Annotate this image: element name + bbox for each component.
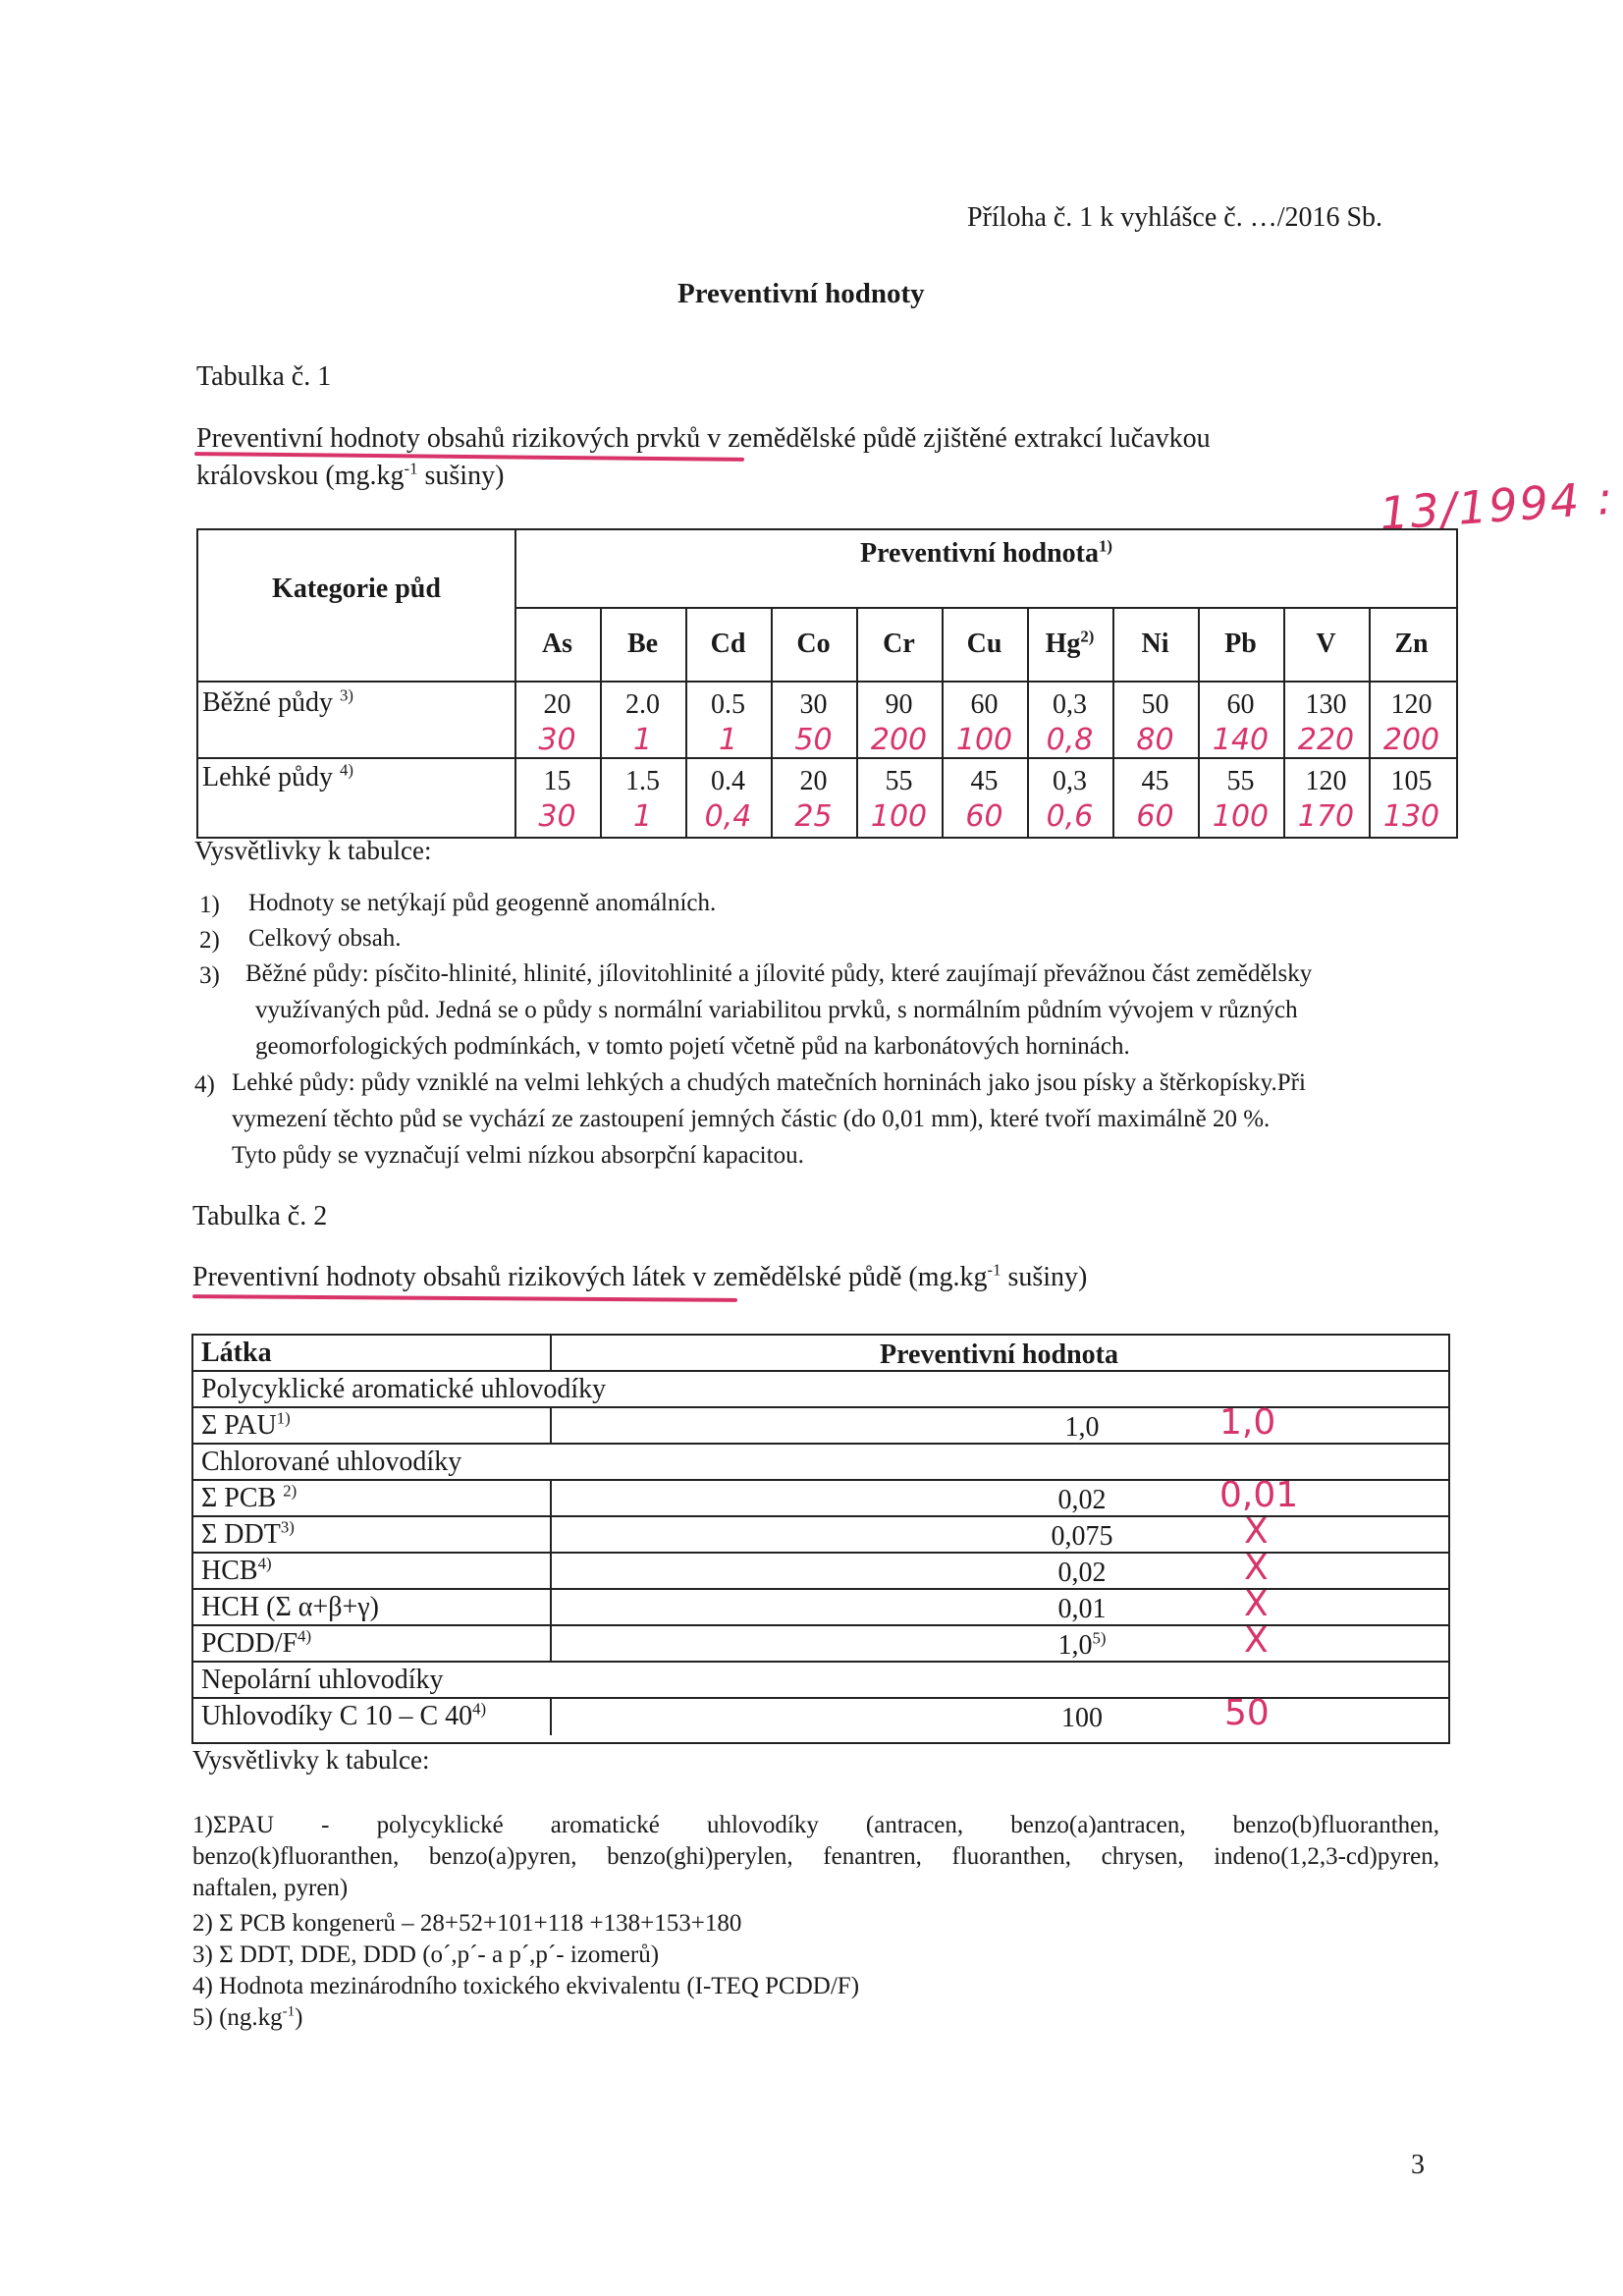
table2-label: Tabulka č. 2 — [192, 1201, 328, 1231]
handwritten-value: 30 — [538, 799, 576, 834]
note-number: 1) — [199, 892, 220, 918]
handwritten-value: 0,6 — [1046, 799, 1094, 834]
page-number: 3 — [1411, 2150, 1425, 2180]
row-label-lehke: Lehké půdy $^{4)}$ — [202, 760, 353, 793]
note-line: 1)ΣPAU - polycyklické aromatické uhlovodíky (antracen, benzo(a)antracen, benzo(b)fluoranthen, — [192, 1812, 1439, 1838]
col-co: Co — [796, 629, 831, 659]
handwritten-value: 1 — [632, 723, 653, 757]
handwritten-value: 220 — [1297, 723, 1355, 757]
handwritten-value: 1,0 — [1219, 1402, 1276, 1443]
column-substance: Látka — [201, 1338, 272, 1368]
col-cu: Cu — [966, 629, 1002, 659]
value-cell: 120 — [1390, 689, 1433, 720]
handwritten-reference: 13/1994 : — [1378, 470, 1616, 541]
handwritten-value: 100 — [955, 723, 1013, 757]
preventive-value: 1,0 — [1064, 1412, 1100, 1443]
table1-label: Tabulka č. 1 — [196, 361, 332, 392]
note-number: 2) — [199, 927, 220, 954]
table1-notes-heading: Vysvětlivky k tabulce: — [194, 836, 432, 865]
preventive-value: 1,0$^{5)}$ — [1057, 1628, 1107, 1661]
column-value: Preventivní hodnota — [880, 1339, 1118, 1370]
note-text: geomorfologických podmínkách, v tomto pojetí včetně půd na karbonátových horninách. — [255, 1033, 1130, 1060]
col-zn: Zn — [1394, 629, 1429, 659]
substance-label: PCDD/$F^{4)}$ — [201, 1626, 312, 1659]
value-cell: 130 — [1305, 689, 1347, 720]
col-as: As — [541, 629, 573, 659]
handwritten-value: 140 — [1212, 723, 1270, 757]
handwritten-value: 60 — [1136, 799, 1174, 834]
note-line: 4) Hodnota mezinárodního toxického ekvivalentu (I-TEQ PCDD/F) — [192, 1973, 860, 1999]
substance-label: HCB$^{4)}$ — [201, 1554, 272, 1586]
note-text: Celkový obsah. — [248, 925, 402, 952]
value-cell: 55 — [885, 766, 913, 796]
value-cell: 1.5 — [625, 766, 660, 796]
annex-reference: Příloha č. 1 k vyhlášce č. …/2016 Sb. — [967, 202, 1383, 233]
value-cell: 0.5 — [711, 689, 745, 720]
cross-mark: X — [1244, 1620, 1269, 1661]
handwritten-value: 50 — [794, 723, 833, 757]
value-cell: 60 — [1226, 689, 1255, 720]
group-label: Polycyklické aromatické uhlovodíky — [201, 1374, 607, 1404]
col-v: V — [1316, 629, 1336, 659]
col-ni: Ni — [1141, 629, 1169, 659]
note-text: Běžné půdy: písčito-hlinité, hlinité, jílovitohlinité a jílovité půdy, které zaujímají převážnou část zemědělsky — [245, 960, 1313, 987]
value-cell: 30 — [799, 689, 828, 720]
column-category: Kategorie půd — [272, 574, 441, 604]
note-text: Lehké půdy: půdy vzniklé na velmi lehkých a chudých matečních horninách jako jsou písky a štěrkopísky.Při — [232, 1069, 1306, 1096]
note-line: 3) Σ DDT, DDE, DDD (o´,p´- a p´,p´- izomerů) — [192, 1941, 660, 1968]
note-line: benzo(k)fluoranthen, benzo(a)pyren, benzo(ghi)perylen, fenantren, fluoranthen, chrysen, indeno(1,2,3-cd)pyren, — [192, 1843, 1439, 1870]
col-hg: Hg$^{2)}$ — [1045, 627, 1095, 659]
handwritten-value: 0,8 — [1046, 723, 1094, 757]
value-cell: 20 — [799, 766, 828, 796]
value-cell: 105 — [1390, 766, 1433, 796]
table2-notes-heading: Vysvětlivky k tabulce: — [192, 1745, 430, 1775]
table-row — [193, 1693, 1448, 1735]
handwritten-value: 200 — [1382, 723, 1440, 757]
col-cd: Cd — [710, 629, 746, 659]
substance-label: HCH (Σ α+β+γ) — [201, 1592, 379, 1622]
column-group-preventive: Preventivní hodnota$^{1)}$ — [860, 536, 1112, 569]
preventive-value: 0,02 — [1057, 1558, 1107, 1588]
value-cell: 0,3 — [1053, 689, 1087, 720]
value-cell: 0.4 — [711, 766, 745, 796]
group-label: Chlorované uhlovodíky — [201, 1447, 462, 1477]
caption-underline — [192, 1294, 737, 1302]
col-cr: Cr — [883, 629, 915, 659]
preventive-value: 0,02 — [1057, 1485, 1107, 1515]
page-title: Preventivní hodnoty — [677, 278, 925, 309]
cross-mark: X — [1244, 1584, 1269, 1624]
col-be: Be — [626, 629, 659, 659]
handwritten-value: 0,4 — [704, 799, 752, 834]
value-cell: 20 — [543, 689, 571, 720]
note-text: vymezení těchto půd se vychází ze zastoupení jemných částic (do 0,01 mm), které tvoří maximálně 20 %. — [232, 1106, 1271, 1132]
value-cell: 60 — [970, 689, 999, 720]
value-cell: 45 — [1141, 766, 1169, 796]
table2-caption: Preventivní hodnoty obsahů rizikových látek v zemědělské půdě ($mg.kg^{-1}$ sušiny) — [192, 1260, 1088, 1292]
table-row — [193, 1402, 1448, 1445]
table-row — [193, 1620, 1448, 1663]
table2-header — [193, 1336, 1448, 1372]
value-cell: 45 — [970, 766, 999, 796]
note-line: 5) $(ng.kg^{-1})$ — [192, 2003, 303, 2031]
value-cell: 15 — [543, 766, 571, 796]
handwritten-value: 100 — [870, 799, 928, 834]
note-text: Hodnoty se netýkají půd geogenně anomálních. — [248, 890, 717, 916]
value-cell: 90 — [885, 689, 913, 720]
note-line: 2) Σ PCB kongenerů – 28+52+101+118 +138+153+180 — [192, 1910, 742, 1937]
value-cell: 0,3 — [1053, 766, 1087, 796]
handwritten-value: 170 — [1297, 799, 1355, 834]
table2 — [191, 1334, 1450, 1744]
substance-label: Σ DDT$^{3)}$ — [201, 1517, 295, 1550]
note-text: využívaných půd. Jedná se o půdy s normální variabilitou prvků, s normálním půdním vývojem v různých — [255, 997, 1298, 1023]
substance-label: Σ PAU$^{1)}$ — [201, 1408, 291, 1441]
col-pb: Pb — [1224, 629, 1257, 659]
preventive-value: 100 — [1061, 1703, 1103, 1733]
row-label-bezne: Běžné půdy $^{3)}$ — [202, 685, 353, 718]
handwritten-value: 30 — [538, 723, 576, 757]
table1-caption: Preventivní hodnoty obsahů rizikových prvků v zemědělské půdě zjištěné extrakcí lučavkou — [196, 423, 1211, 454]
preventive-value: 0,01 — [1057, 1594, 1107, 1624]
handwritten-value: 1 — [718, 723, 738, 757]
value-cell: 120 — [1305, 766, 1347, 796]
value-cell: 55 — [1226, 766, 1255, 796]
note-number: 3) — [199, 962, 220, 989]
note-line: naftalen, pyren) — [192, 1875, 349, 1901]
group-label: Nepolární uhlovodíky — [201, 1665, 444, 1695]
cross-mark: X — [1244, 1511, 1269, 1552]
handwritten-value: 200 — [870, 723, 928, 757]
handwritten-value: 80 — [1136, 723, 1174, 757]
table1-caption-line2: královskou ($mg.kg^{-1}$ sušiny) — [196, 459, 505, 491]
handwritten-value: 25 — [794, 799, 833, 834]
substance-label: Uhlovodíky C 10 – C 40$^{4)}$ — [201, 1699, 487, 1731]
value-cell: 2.0 — [625, 689, 660, 720]
handwritten-value: 100 — [1212, 799, 1270, 834]
cross-mark: X — [1244, 1548, 1269, 1588]
value-cell: 50 — [1141, 689, 1169, 720]
handwritten-value: 0,01 — [1219, 1475, 1299, 1515]
handwritten-value: 1 — [632, 799, 653, 834]
table1 — [196, 528, 1458, 839]
handwritten-value: 130 — [1382, 799, 1440, 834]
handwritten-value: 60 — [965, 799, 1003, 834]
note-text: Tyto půdy se vyznačují velmi nízkou absorpční kapacitou. — [232, 1142, 804, 1169]
substance-label: Σ PCB $^{2)}$ — [201, 1481, 298, 1513]
handwritten-value: 50 — [1224, 1693, 1270, 1733]
preventive-value: 0,075 — [1051, 1521, 1113, 1552]
note-number: 4) — [194, 1071, 215, 1098]
